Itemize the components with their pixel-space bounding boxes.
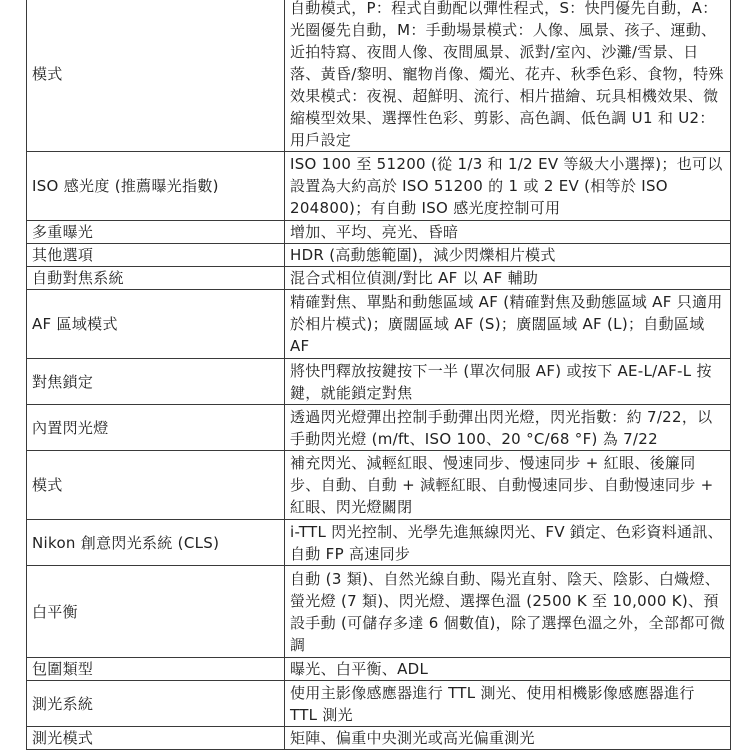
spec-label: 模式 xyxy=(27,451,285,520)
spec-table xyxy=(26,0,731,750)
spec-value: 增加、平均、亮光、昏暗 xyxy=(285,221,731,244)
table-row xyxy=(27,152,731,221)
spec-label: 對焦鎖定 xyxy=(27,359,285,405)
table-row xyxy=(27,405,731,451)
table-row xyxy=(27,290,731,359)
table-row xyxy=(27,221,731,244)
spec-value: 透過閃光燈彈出控制手動彈出閃光燈，閃光指數：約 7/22，以手動閃光燈 (m/ft、ISO 100、20 °C/68 °F) 為 7/22 xyxy=(285,405,731,451)
spec-label: AF 區域模式 xyxy=(27,290,285,359)
spec-value: HDR (高動態範圍)，減少閃爍相片模式 xyxy=(285,244,731,267)
table-row xyxy=(27,681,731,727)
spec-value: 矩陣、偏重中央測光或高光偏重測光 xyxy=(285,727,731,750)
spec-label: 模式 xyxy=(27,0,285,152)
spec-value: 自動模式，P：程式自動配以彈性程式，S：快門優先自動，A：光圈優先自動，M：手動場景模式：人像、風景、孩子、運動、近拍特寫、夜間人像、夜間風景、派對/室內、沙灘/雪景、日落、黃昏/黎明、寵物肖像、燭光、花卉、秋季色彩、食物，特殊效果模式：夜視、超鮮明、流行、相片描繪、玩具相機效果、微縮模型效果、選擇性色彩、剪影、高色調、低色調 U1 和 U2：用戶設定 xyxy=(285,0,731,152)
spec-value: 補充閃光、減輕紅眼、慢速同步、慢速同步 + 紅眼、後簾同步、自動、自動 + 減輕紅眼、自動慢速同步、自動慢速同步 + 紅眼、閃光燈關閉 xyxy=(285,451,731,520)
spec-label: 多重曝光 xyxy=(27,221,285,244)
table-row xyxy=(27,0,731,152)
spec-value: ISO 100 至 51200 (從 1/3 和 1/2 EV 等級大小選擇)；也可以設置為大約高於 ISO 51200 的 1 或 2 EV (相等於 ISO 204800)；有自動 ISO 感光度控制可用 xyxy=(285,152,731,221)
table-row xyxy=(27,451,731,520)
spec-label: 其他選項 xyxy=(27,244,285,267)
table-row xyxy=(27,520,731,566)
table-row xyxy=(27,658,731,681)
table-row xyxy=(27,566,731,658)
table-row xyxy=(27,244,731,267)
spec-label: 白平衡 xyxy=(27,566,285,658)
spec-label: 包圍類型 xyxy=(27,658,285,681)
spec-label: Nikon 創意閃光系統 (CLS) xyxy=(27,520,285,566)
table-row xyxy=(27,727,731,750)
spec-value: i-TTL 閃光控制、光學先進無線閃光、FV 鎖定、色彩資料通訊、自動 FP 高速同步 xyxy=(285,520,731,566)
spec-label: 測光系統 xyxy=(27,681,285,727)
table-row xyxy=(27,267,731,290)
spec-value: 精確對焦、單點和動態區域 AF (精確對焦及動態區域 AF 只適用於相片模式)；廣闊區域 AF (S)；廣闊區域 AF (L)；自動區域 AF xyxy=(285,290,731,359)
spec-value: 自動 (3 類)、自然光線自動、陽光直射、陰天、陰影、白熾燈、螢光燈 (7 類)、閃光燈、選擇色溫 (2500 K 至 10,000 K)、預設手動 (可儲存多達 6 個數值)，除了選擇色溫之外，全部都可微調 xyxy=(285,566,731,658)
spec-value: 使用主影像感應器進行 TTL 測光、使用相機影像感應器進行 TTL 測光 xyxy=(285,681,731,727)
spec-value: 曝光、白平衡、ADL xyxy=(285,658,731,681)
spec-label: 內置閃光燈 xyxy=(27,405,285,451)
spec-value: 混合式相位偵測/對比 AF 以 AF 輔助 xyxy=(285,267,731,290)
spec-label: 測光模式 xyxy=(27,727,285,750)
spec-value: 將快門釋放按鍵按下一半 (單次伺服 AF) 或按下 AE-L/AF-L 按鍵，就能鎖定對焦 xyxy=(285,359,731,405)
spec-label: 自動對焦系統 xyxy=(27,267,285,290)
table-row xyxy=(27,359,731,405)
spec-label: ISO 感光度 (推薦曝光指數) xyxy=(27,152,285,221)
